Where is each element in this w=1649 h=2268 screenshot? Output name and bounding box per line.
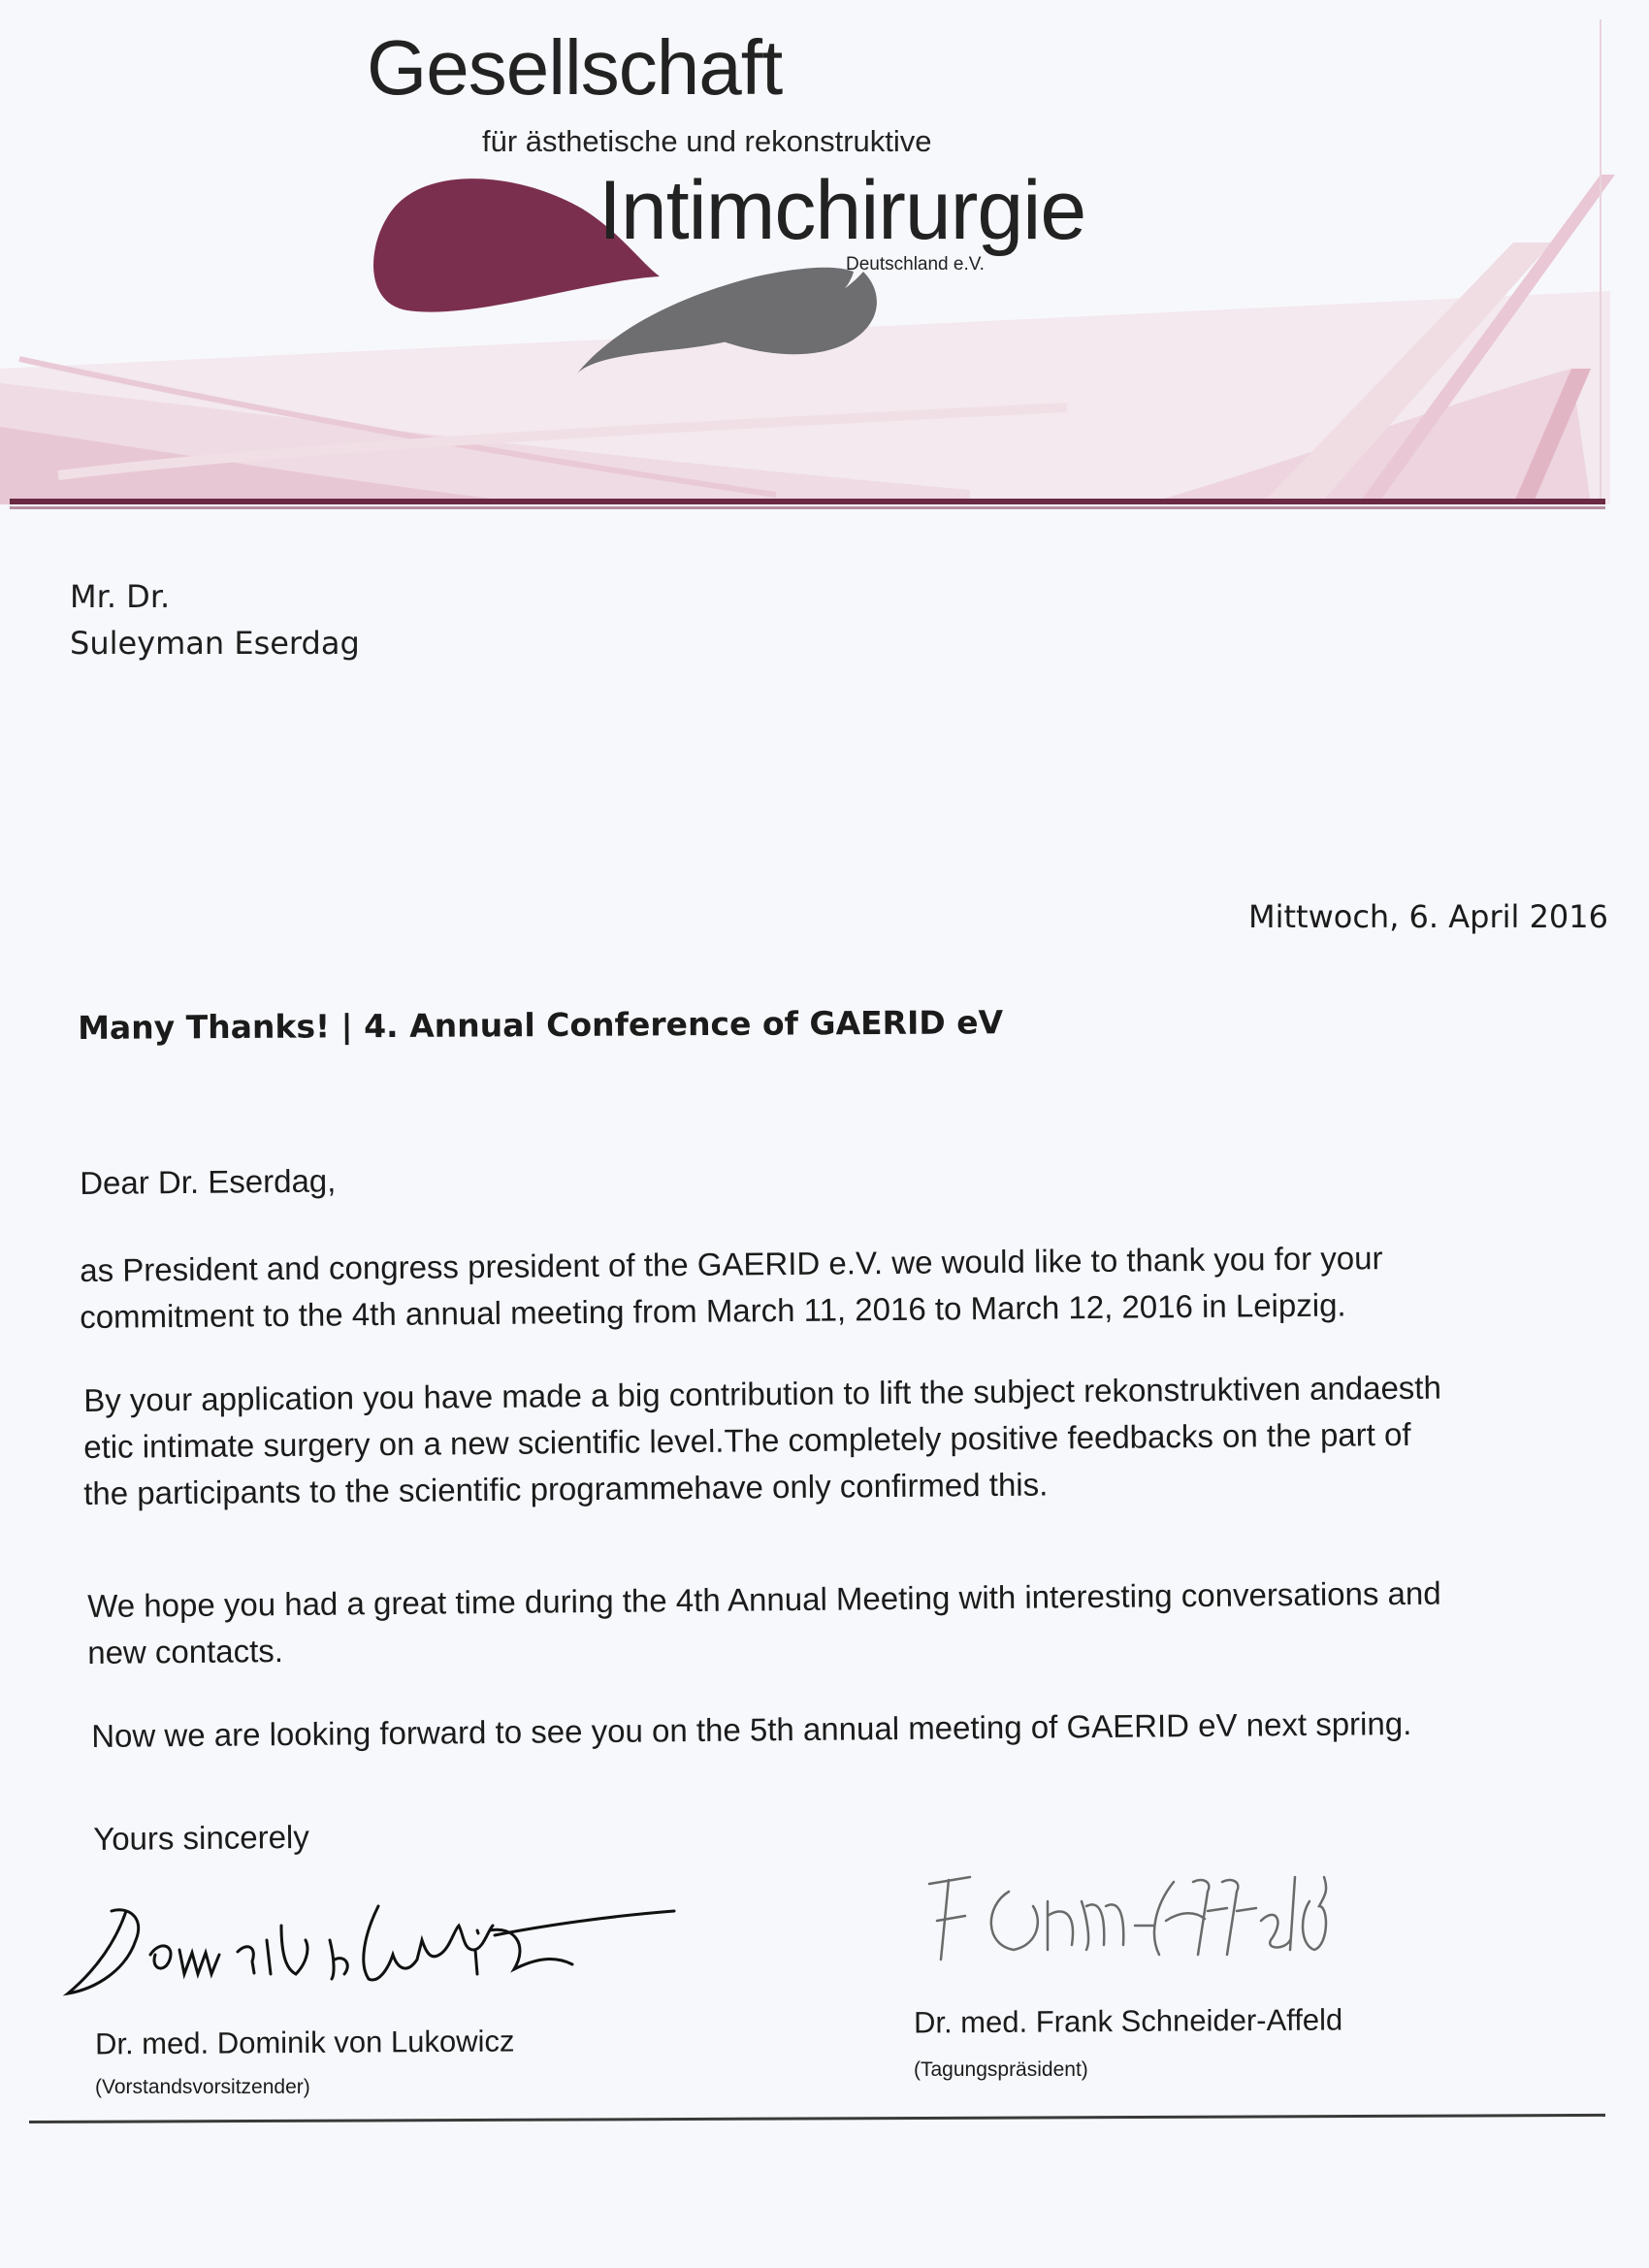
paragraph-3-line-2: new contacts. [87,1633,284,1670]
recipient-name: Suleyman Eserdag [70,625,360,662]
org-name-line2: für ästhetische und rekonstruktive [482,124,932,158]
signature-right-handwriting [912,1863,1358,1969]
recipient-title: Mr. Dr. [70,578,171,615]
paragraph-1-line-1: as President and congress president of the GAERID e.V. we would like to thank you for your [80,1240,1383,1288]
letter-subject: Many Thanks! | 4. Annual Conference of GAERID eV [78,1003,1004,1047]
footer-divider [29,2114,1605,2123]
paragraph-4: Now we are looking forward to see you on the 5th annual meeting of GAERID eV next spring. [91,1704,1412,1754]
paragraph-2-line-1: By your application you have made a big contribution to lift the subject rekonstruktiven andaesth [83,1369,1442,1418]
paragraph-2-line-3: the participants to the scientific programmehave only confirmed this. [83,1466,1049,1511]
org-name-line4: Deutschland e.V. [846,254,985,275]
closing: Yours sincerely [93,1818,309,1857]
org-name-line1: Gesellschaft [367,24,783,111]
paragraph-1-line-2: commitment to the 4th annual meeting from March 11, 2016 to March 12, 2016 in Leipzig. [80,1286,1346,1335]
letterhead-artwork [0,0,1649,543]
signatory-right-role: (Tagungspräsident) [914,2058,1088,2081]
signature-left-handwriting [58,1882,679,2008]
paragraph-2-line-2: etic intimate surgery on a new scientific level.The completely positive feedbacks on the part of [83,1415,1411,1465]
paragraph-3-line-1: We hope you had a great time during the 4th Annual Meeting with interesting conversations and [87,1574,1441,1624]
salutation: Dear Dr. Eserdag, [80,1162,337,1201]
signatory-right-name: Dr. med. Frank Schneider-Affeld [913,2002,1343,2040]
signatory-left-name: Dr. med. Dominik von Lukowicz [94,2024,515,2061]
org-name-line3: Intimchirurgie [598,164,1086,257]
letter-date: Mittwoch, 6. April 2016 [1247,898,1608,935]
signatory-left-role: (Vorstandsvorsitzender) [95,2076,310,2098]
